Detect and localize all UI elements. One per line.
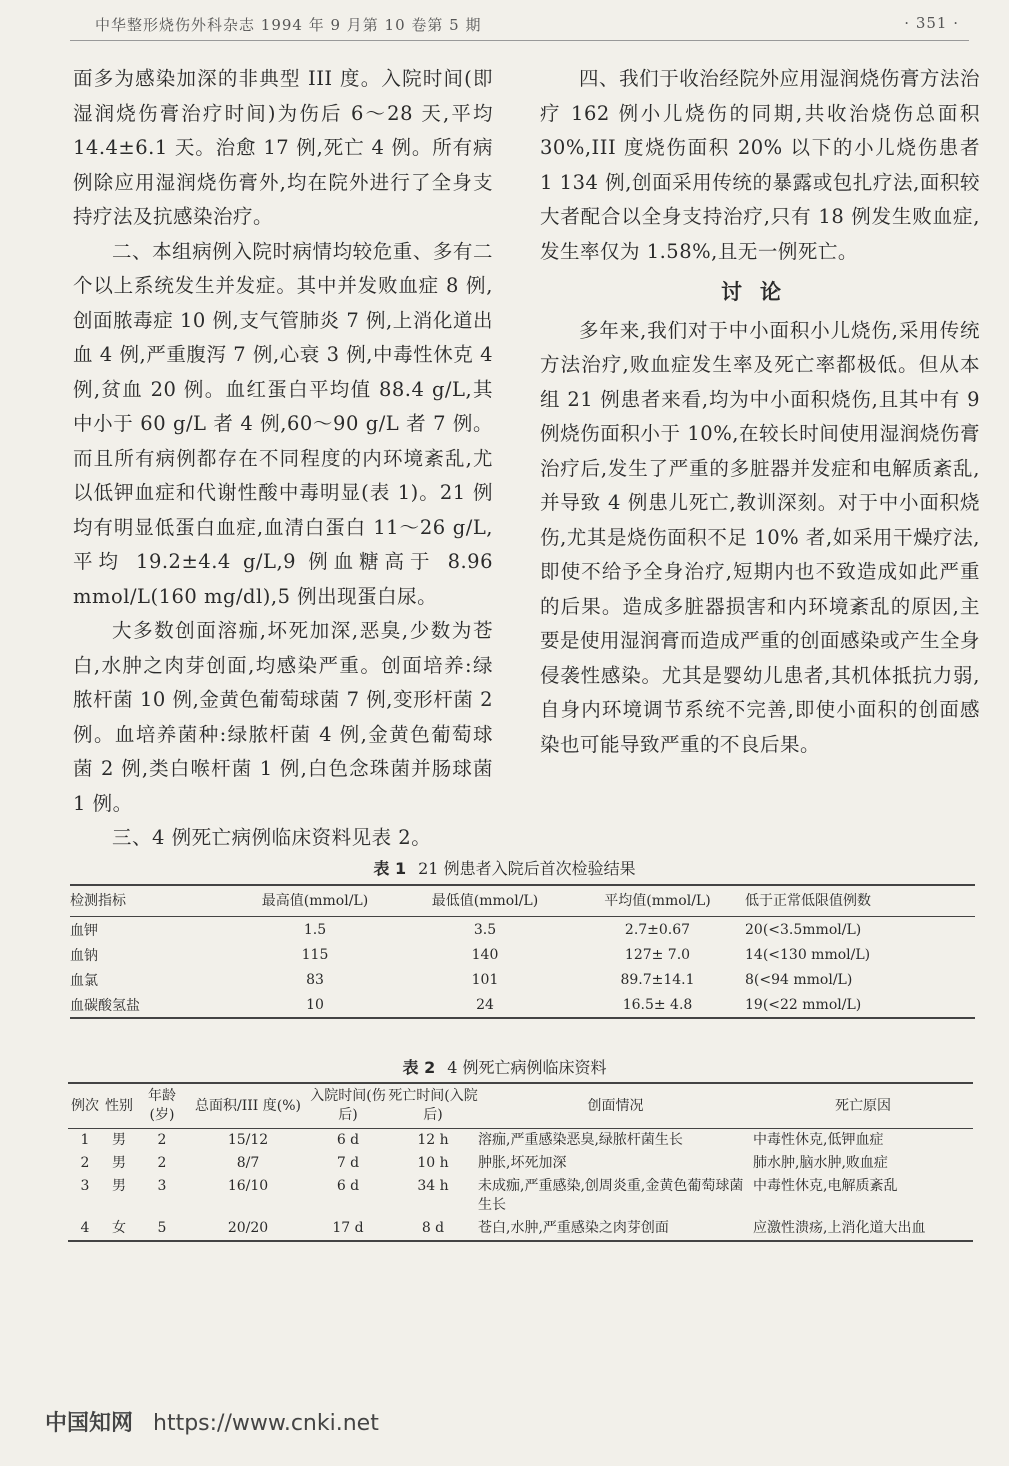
table-cell: 血氯	[70, 973, 98, 989]
table-cell: 16/10	[227, 1178, 269, 1194]
table-cell: 男	[112, 1132, 126, 1148]
table-cell: 2	[80, 1155, 90, 1171]
table-cell: 16.5± 4.8	[570, 992, 745, 1018]
table-cell: 34 h	[417, 1178, 449, 1194]
journal-header: 中华整形烧伤外科杂志 1994 年 9 月第 10 卷第 5 期	[95, 16, 482, 34]
column-header: 低于正常低限值例数	[745, 885, 975, 917]
table-cell: 10	[230, 992, 400, 1018]
table-cell: 血钠	[70, 948, 98, 964]
table2-title: 4 例死亡病例临床资料	[447, 1058, 607, 1077]
table-row	[70, 917, 975, 943]
table1-label: 表 1	[373, 859, 407, 878]
column-header: 平均值(mmol/L)	[570, 885, 745, 917]
table-cell: 1	[80, 1132, 90, 1148]
table-cell: 苍白,水肿,严重感染之肉芽创面	[478, 1217, 753, 1241]
column-header: 死亡时间(入院后)	[388, 1083, 478, 1129]
table2-caption	[0, 1055, 1009, 1078]
table-row	[68, 1152, 973, 1175]
table-cell: 101	[471, 972, 499, 988]
column-header: 最低值(mmol/L)	[400, 885, 570, 917]
table-cell: 8 d	[388, 1217, 478, 1241]
table-cell: 3.5	[473, 922, 497, 938]
paragraph: 大多数创面溶痂,坏死加深,恶臭,少数为苍白,水肿之肉芽创面,均感染严重。创面培养:绿脓杆菌 10 例,金黄色葡萄球菌 7 例,变形杆菌 2 例。血培养菌种:绿脓杆菌 4 例,金黄色葡萄球菌 2 例,类白喉杆菌 1 例,白色念珠菌并肠球菌 1 例。	[73, 619, 493, 815]
table-cell: 115	[301, 947, 329, 963]
column-header: 性别	[102, 1083, 136, 1129]
column-header: 死亡原因	[753, 1083, 973, 1129]
watermark-url: https://www.cnki.net	[153, 1411, 379, 1436]
left-column	[73, 62, 493, 856]
paragraph: 三、4 例死亡病例临床资料见表 2。	[112, 826, 432, 849]
table-cell: 未成痂,严重感染,创周炎重,金黄色葡萄球菌生长	[478, 1178, 744, 1213]
table2	[68, 1082, 973, 1242]
table-cell: 中毒性休克,电解质紊乱	[753, 1178, 898, 1194]
column-header: 检测指标	[70, 885, 230, 917]
table-cell: 2	[157, 1155, 167, 1171]
table-cell: 17 d	[308, 1217, 388, 1241]
table-cell: 应激性溃疡,上消化道大出血	[753, 1217, 973, 1241]
table-cell: 127± 7.0	[624, 947, 691, 963]
table-cell: 3	[80, 1178, 90, 1194]
paragraph: 四、我们于收治经院外应用湿润烧伤膏方法治疗 162 例小儿烧伤的同期,共收治烧伤总面积 30%,III 度烧伤面积 20% 以下的小儿烧伤患者 1 134 例,创面采用传统的暴露或包扎疗法,面积较大者配合以全身支持治疗,只有 18 例发生败血症,发生率仅为 1.58%,且无一例死亡。	[540, 67, 980, 263]
table-cell: 4	[68, 1217, 102, 1241]
table-cell: 5	[136, 1217, 188, 1241]
table-cell: 2.7±0.67	[624, 922, 691, 938]
table-cell: 2	[157, 1132, 167, 1148]
table-cell: 89.7±14.1	[620, 972, 695, 988]
right-column	[540, 62, 980, 762]
header-rule	[70, 40, 969, 41]
table-cell: 1.5	[303, 922, 327, 938]
table2-label: 表 2	[402, 1058, 436, 1077]
table-cell: 15/12	[227, 1132, 269, 1148]
cnki-watermark	[45, 1406, 379, 1437]
table-cell: 20(<3.5mmol/L)	[745, 922, 862, 938]
table-cell: 3	[157, 1178, 167, 1194]
table-cell: 男	[112, 1178, 126, 1194]
table-cell: 肺水肿,脑水肿,败血症	[753, 1155, 888, 1171]
table-cell: 24	[400, 992, 570, 1018]
table-cell: 7 d	[336, 1155, 360, 1171]
table-header-row	[68, 1083, 973, 1129]
table1	[70, 884, 975, 1019]
column-header: 创面情况	[478, 1083, 753, 1129]
column-header: 最高值(mmol/L)	[230, 885, 400, 917]
column-header: 年龄(岁)	[136, 1083, 188, 1129]
table-row	[68, 1129, 973, 1153]
table-cell: 12 h	[417, 1132, 449, 1148]
table-cell: 14(<130 mmol/L)	[745, 947, 871, 963]
table-cell: 女	[102, 1217, 136, 1241]
section-title: 讨论	[721, 279, 799, 304]
table-cell: 肿胀,坏死加深	[478, 1155, 567, 1171]
table-cell: 83	[306, 972, 324, 988]
table-cell: 6 d	[336, 1178, 360, 1194]
table-cell: 20/20	[188, 1217, 308, 1241]
column-header: 例次	[68, 1083, 102, 1129]
table-cell: 19(<22 mmol/L)	[745, 992, 975, 1018]
table-cell: 8/7	[236, 1155, 260, 1171]
page-number: · 351 ·	[904, 14, 959, 32]
paragraph: 二、本组病例入院时病情均较危重、多有二个以上系统发生并发症。其中并发败血症 8 例,创面脓毒症 10 例,支气管肺炎 7 例,上消化道出血 4 例,严重腹泻 7 例,心衰 3 例,中毒性休克 4 例,贫血 20 例。血红蛋白平均值 88.4 g/L,其中小于 60 g/L 者 4 例,60～90 g/L 者 7 例。而且所有病例都存在不同程度的内环境紊乱,尤以低钾血症和代谢性酸中毒明显(表 1)。21 例均有明显低蛋白血症,血清白蛋白 11～26 g/L,平均 19.2±4.4 g/L,9 例血糖高于 8.96 mmol/L(160 mg/dl),5 例出现蛋白尿。	[73, 239, 494, 608]
table-cell: 血钾	[70, 923, 98, 939]
table-header-row	[70, 885, 975, 917]
table-row	[68, 1175, 973, 1217]
table-row	[70, 942, 975, 967]
table-cell: 血碳酸氢盐	[70, 992, 230, 1018]
table-cell: 6 d	[336, 1132, 360, 1148]
watermark-brand: 中国知网	[45, 1411, 134, 1436]
table-cell: 140	[471, 947, 499, 963]
table-row	[68, 1217, 973, 1241]
paragraph: 多年来,我们对于中小面积小儿烧伤,采用传统方法治疗,败血症发生率及死亡率都极低。但从本组 21 例患者来看,均为中小面积烧伤,且其中有 9 例烧伤面积小于 10%,在较长时间使用湿润烧伤膏治疗后,发生了严重的多脏器并发症和电解质紊乱,并导致 4 例患儿死亡,教训深刻。对于中小面积烧伤,尤其是烧伤面积不足 10% 者,如采用干燥疗法,即使不给予全身治疗,短期内也不致造成如此严重的后果。造成多脏器损害和内环境紊乱的原因,主要是使用湿润膏而造成严重的创面感染或产生全身侵袭性感染。尤其是婴幼儿患者,其机体抵抗力弱,自身内环境调节系统不完善,即使小面积的创面感染也可能导致严重的不良后果。	[540, 318, 981, 756]
running-header	[95, 14, 959, 38]
table1-caption	[0, 856, 1009, 879]
table-cell: 中毒性休克,低钾血症	[753, 1132, 884, 1148]
table1-title: 21 例患者入院后首次检验结果	[418, 859, 636, 878]
table-cell: 10 h	[417, 1155, 449, 1171]
table-row	[70, 992, 975, 1018]
table-row	[70, 967, 975, 992]
column-header: 总面积/III 度(%)	[188, 1083, 308, 1129]
column-header: 入院时间(伤后)	[308, 1083, 388, 1129]
table-cell: 溶痂,严重感染恶臭,绿脓杆菌生长	[478, 1132, 683, 1148]
table-cell: 8(<94 mmol/L)	[745, 972, 853, 988]
paragraph: 面多为感染加深的非典型 III 度。入院时间(即湿润烧伤膏治疗时间)为伤后 6～28 天,平均 14.4±6.1 天。治愈 17 例,死亡 4 例。所有病例除应用湿润烧伤膏外,均在院外进行了全身支持疗法及抗感染治疗。	[73, 67, 493, 228]
table-cell: 男	[112, 1155, 126, 1171]
